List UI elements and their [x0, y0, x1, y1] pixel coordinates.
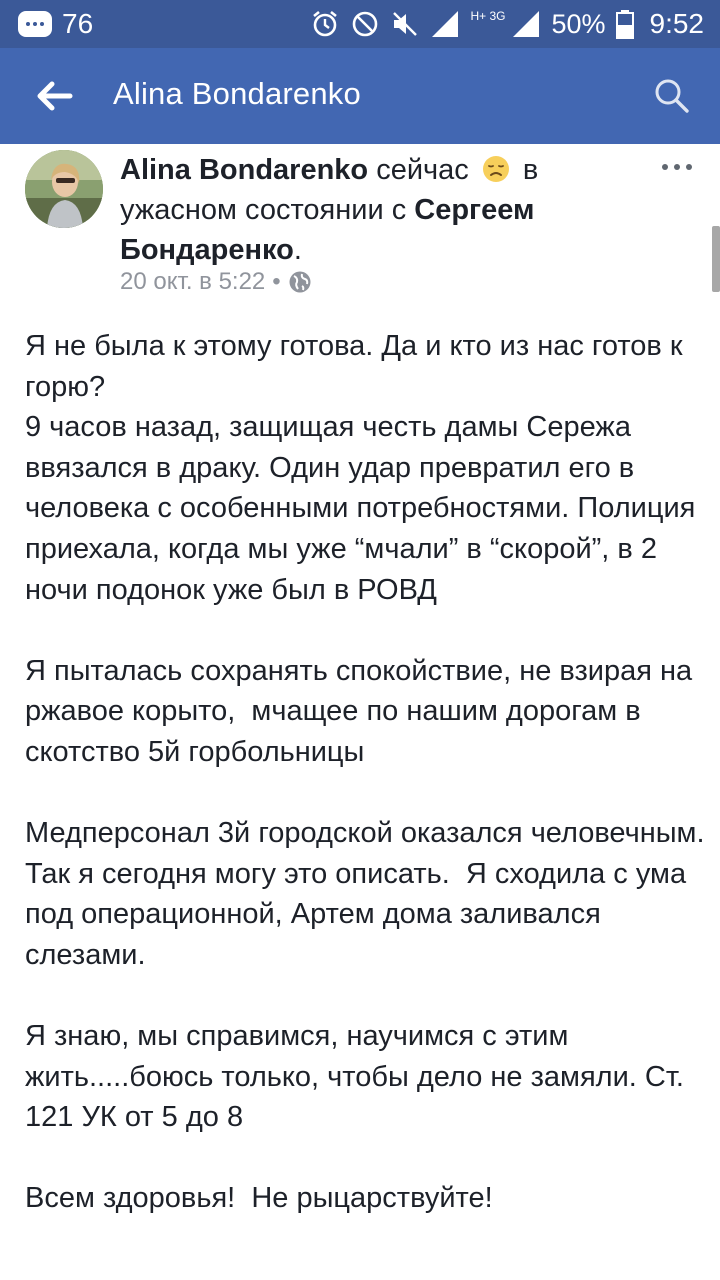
mute-icon — [390, 9, 420, 39]
post-meta — [120, 268, 312, 296]
messenger-notification-icon — [18, 11, 52, 37]
post-paragraph: Я пыталась сохранять спокойствие, не взирая на ржавое корыто, мчащее по нашим дорогам в скотство 5й горбольницы — [25, 654, 701, 768]
signal-icon-2 — [511, 9, 541, 39]
battery-icon — [616, 9, 634, 39]
search-icon — [652, 76, 692, 116]
search-button[interactable] — [652, 76, 692, 116]
battery-percent: 50% — [551, 8, 606, 39]
status-bar — [0, 0, 720, 48]
app-bar — [0, 48, 720, 144]
globe-icon — [288, 270, 312, 294]
post-paragraph: Я знаю, мы справимся, научимся с этим жить.....боюсь только, чтобы дело не замяли. Ст. 121 УК от 5 до 8 — [25, 1020, 693, 1134]
post-header — [120, 150, 590, 270]
page-title: Alina Bondarenko — [113, 76, 361, 111]
more-options-button[interactable] — [660, 160, 694, 174]
back-arrow-icon — [30, 76, 78, 116]
author-name[interactable]: Alina Bondarenko — [120, 154, 369, 186]
post-body — [25, 326, 713, 1260]
status-notifications — [18, 8, 93, 40]
feeling-text: в ужасном состоянии с — [120, 154, 539, 226]
avatar-photo — [25, 150, 103, 228]
alarm-icon — [310, 9, 340, 39]
action-prefix: сейчас — [368, 154, 469, 186]
more-options-icon — [660, 160, 694, 174]
status-icons — [310, 6, 704, 42]
post-paragraph: Медперсонал 3й городской оказался человечным. Так я сегодня могу это описать. Я сходила с ума под операционной, Артем дома заливался слезами. — [25, 817, 713, 971]
avatar[interactable] — [25, 150, 103, 228]
network-type: H+ 3G — [470, 9, 506, 23]
meta-separator: • — [272, 268, 281, 295]
notification-count: 76 — [62, 8, 94, 39]
clock: 9:52 — [649, 8, 704, 39]
post-paragraph: Я не была к этому готова. Да и кто из нас готов к горю? 9 часов назад, защищая честь дамы Сережа ввязался в драку. Один удар превратил его в человека с особенными потребностями. Полиция приехала, когда мы уже “мчали” в “скорой”, в 2 ночи подонок уже был в РОВД — [25, 330, 696, 606]
scrollbar[interactable] — [712, 226, 720, 292]
signal-icon — [430, 9, 460, 39]
post-paragraph: Всем здоровья! Не рыцарствуйте! — [25, 1182, 493, 1215]
end-period: . — [293, 234, 302, 266]
do-not-disturb-icon — [350, 9, 380, 39]
feeling-sad-emoji — [481, 154, 511, 184]
post-timestamp[interactable]: 20 окт. в 5:22 — [120, 268, 266, 295]
tagged-person[interactable]: Сергеем Бондаренко — [120, 194, 535, 266]
back-button[interactable] — [30, 76, 78, 116]
